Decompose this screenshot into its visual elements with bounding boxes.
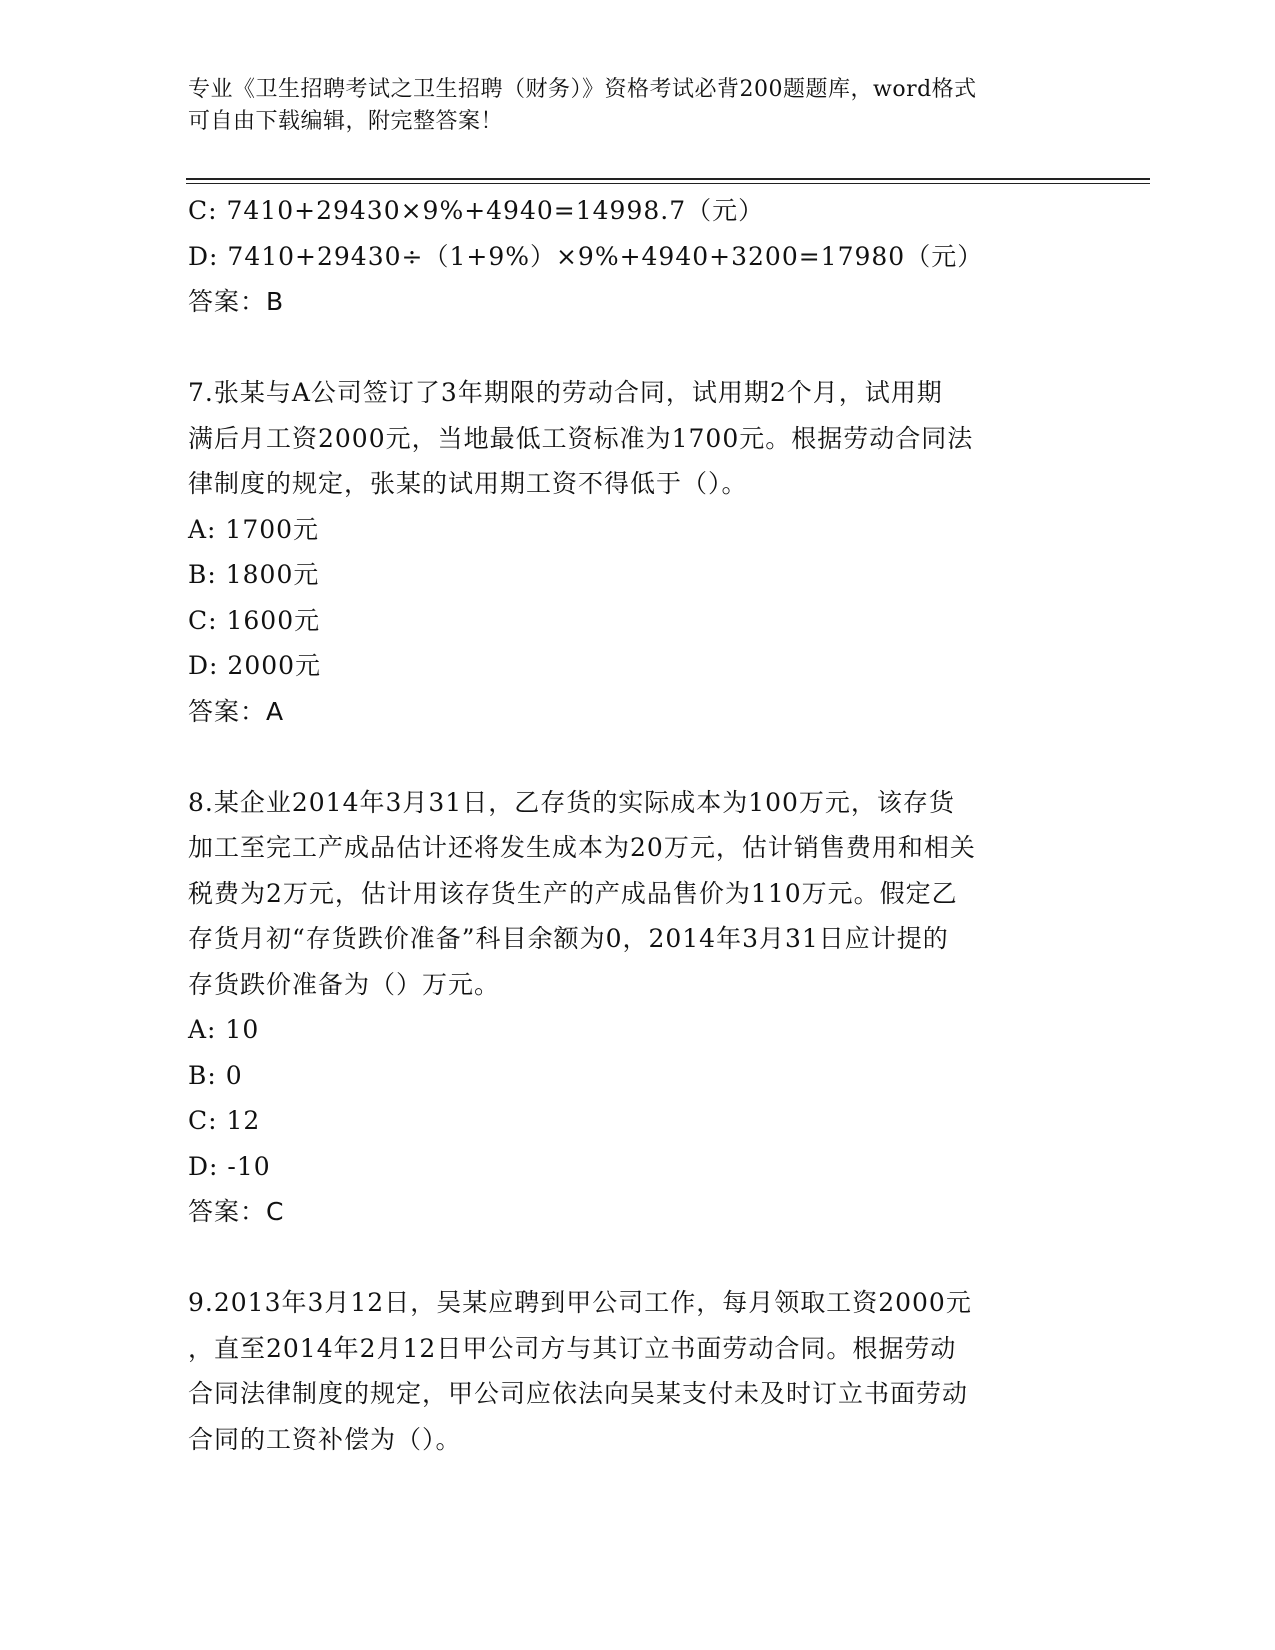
- question-stem-line: 合同法律制度的规定，甲公司应依法向吴某支付未及时订立书面劳动: [188, 1379, 969, 1408]
- header-title-line-2: 可自由下载编辑，附完整答案！: [188, 109, 504, 134]
- previous-question-tail: [188, 188, 1088, 325]
- option-c: C: 12: [188, 1106, 261, 1135]
- option-d: D: 7410+29430÷（1+9%）×9%+4940+3200=17980（元）: [188, 241, 984, 271]
- question-stem-line: 加工至完工产成品估计还将发生成本为20万元，估计销售费用和相关: [188, 833, 976, 862]
- question-spacer: [188, 325, 1088, 371]
- option-a: A: 1700元: [188, 514, 320, 544]
- question-stem-line: 7.张某与A公司签订了3年期限的劳动合同，试用期2个月，试用期: [188, 378, 943, 407]
- option-d: D: 2000元: [188, 651, 322, 680]
- option-a: A: 10: [188, 1015, 260, 1044]
- header-divider-thin: [186, 183, 1150, 184]
- question-stem-line: 存货月初“存货跌价准备”科目余额为0，2014年3月31日应计提的: [188, 924, 949, 953]
- question-7: [188, 370, 1088, 734]
- page-header: [188, 74, 1068, 138]
- option-d: D: -10: [188, 1151, 271, 1181]
- question-9: [188, 1280, 1088, 1462]
- answer-line: 答案：C: [188, 1197, 285, 1226]
- question-spacer: [188, 1235, 1088, 1281]
- question-stem-line: 律制度的规定，张某的试用期工资不得低于（）。: [188, 469, 748, 498]
- option-c: C: 7410+29430×9%+4940=14998.7（元）: [188, 196, 765, 225]
- question-stem-line: ，直至2014年2月12日甲公司方与其订立书面劳动合同。根据劳动: [188, 1333, 957, 1363]
- question-stem-line: 满后月工资2000元，当地最低工资标准为1700元。根据劳动合同法: [188, 423, 974, 453]
- question-stem-line: 8.某企业2014年3月31日，乙存货的实际成本为100万元，该存货: [188, 787, 955, 817]
- question-stem-line: 税费为2万元，估计用该存货生产的产成品售价为110万元。假定乙: [188, 878, 958, 908]
- option-b: B: 0: [188, 1060, 243, 1090]
- answer-line: 答案：B: [188, 287, 285, 316]
- question-content: [188, 188, 1088, 1462]
- answer-line: 答案：A: [188, 696, 285, 726]
- header-title-line-1: 专业《卫生招聘考试之卫生招聘（财务）》资格考试必背200题题库，word格式: [188, 77, 977, 102]
- question-stem-line: 合同的工资补偿为（）。: [188, 1424, 462, 1454]
- question-stem-line: 9.2013年3月12日，吴某应聘到甲公司工作，每月领取工资2000元: [188, 1288, 972, 1317]
- option-b: B: 1800元: [188, 560, 320, 589]
- option-c: C: 1600元: [188, 605, 321, 635]
- header-divider-thick: [186, 178, 1150, 180]
- question-8: [188, 780, 1088, 1235]
- question-spacer: [188, 734, 1088, 780]
- question-stem-line: 存货跌价准备为（）万元。: [188, 969, 501, 999]
